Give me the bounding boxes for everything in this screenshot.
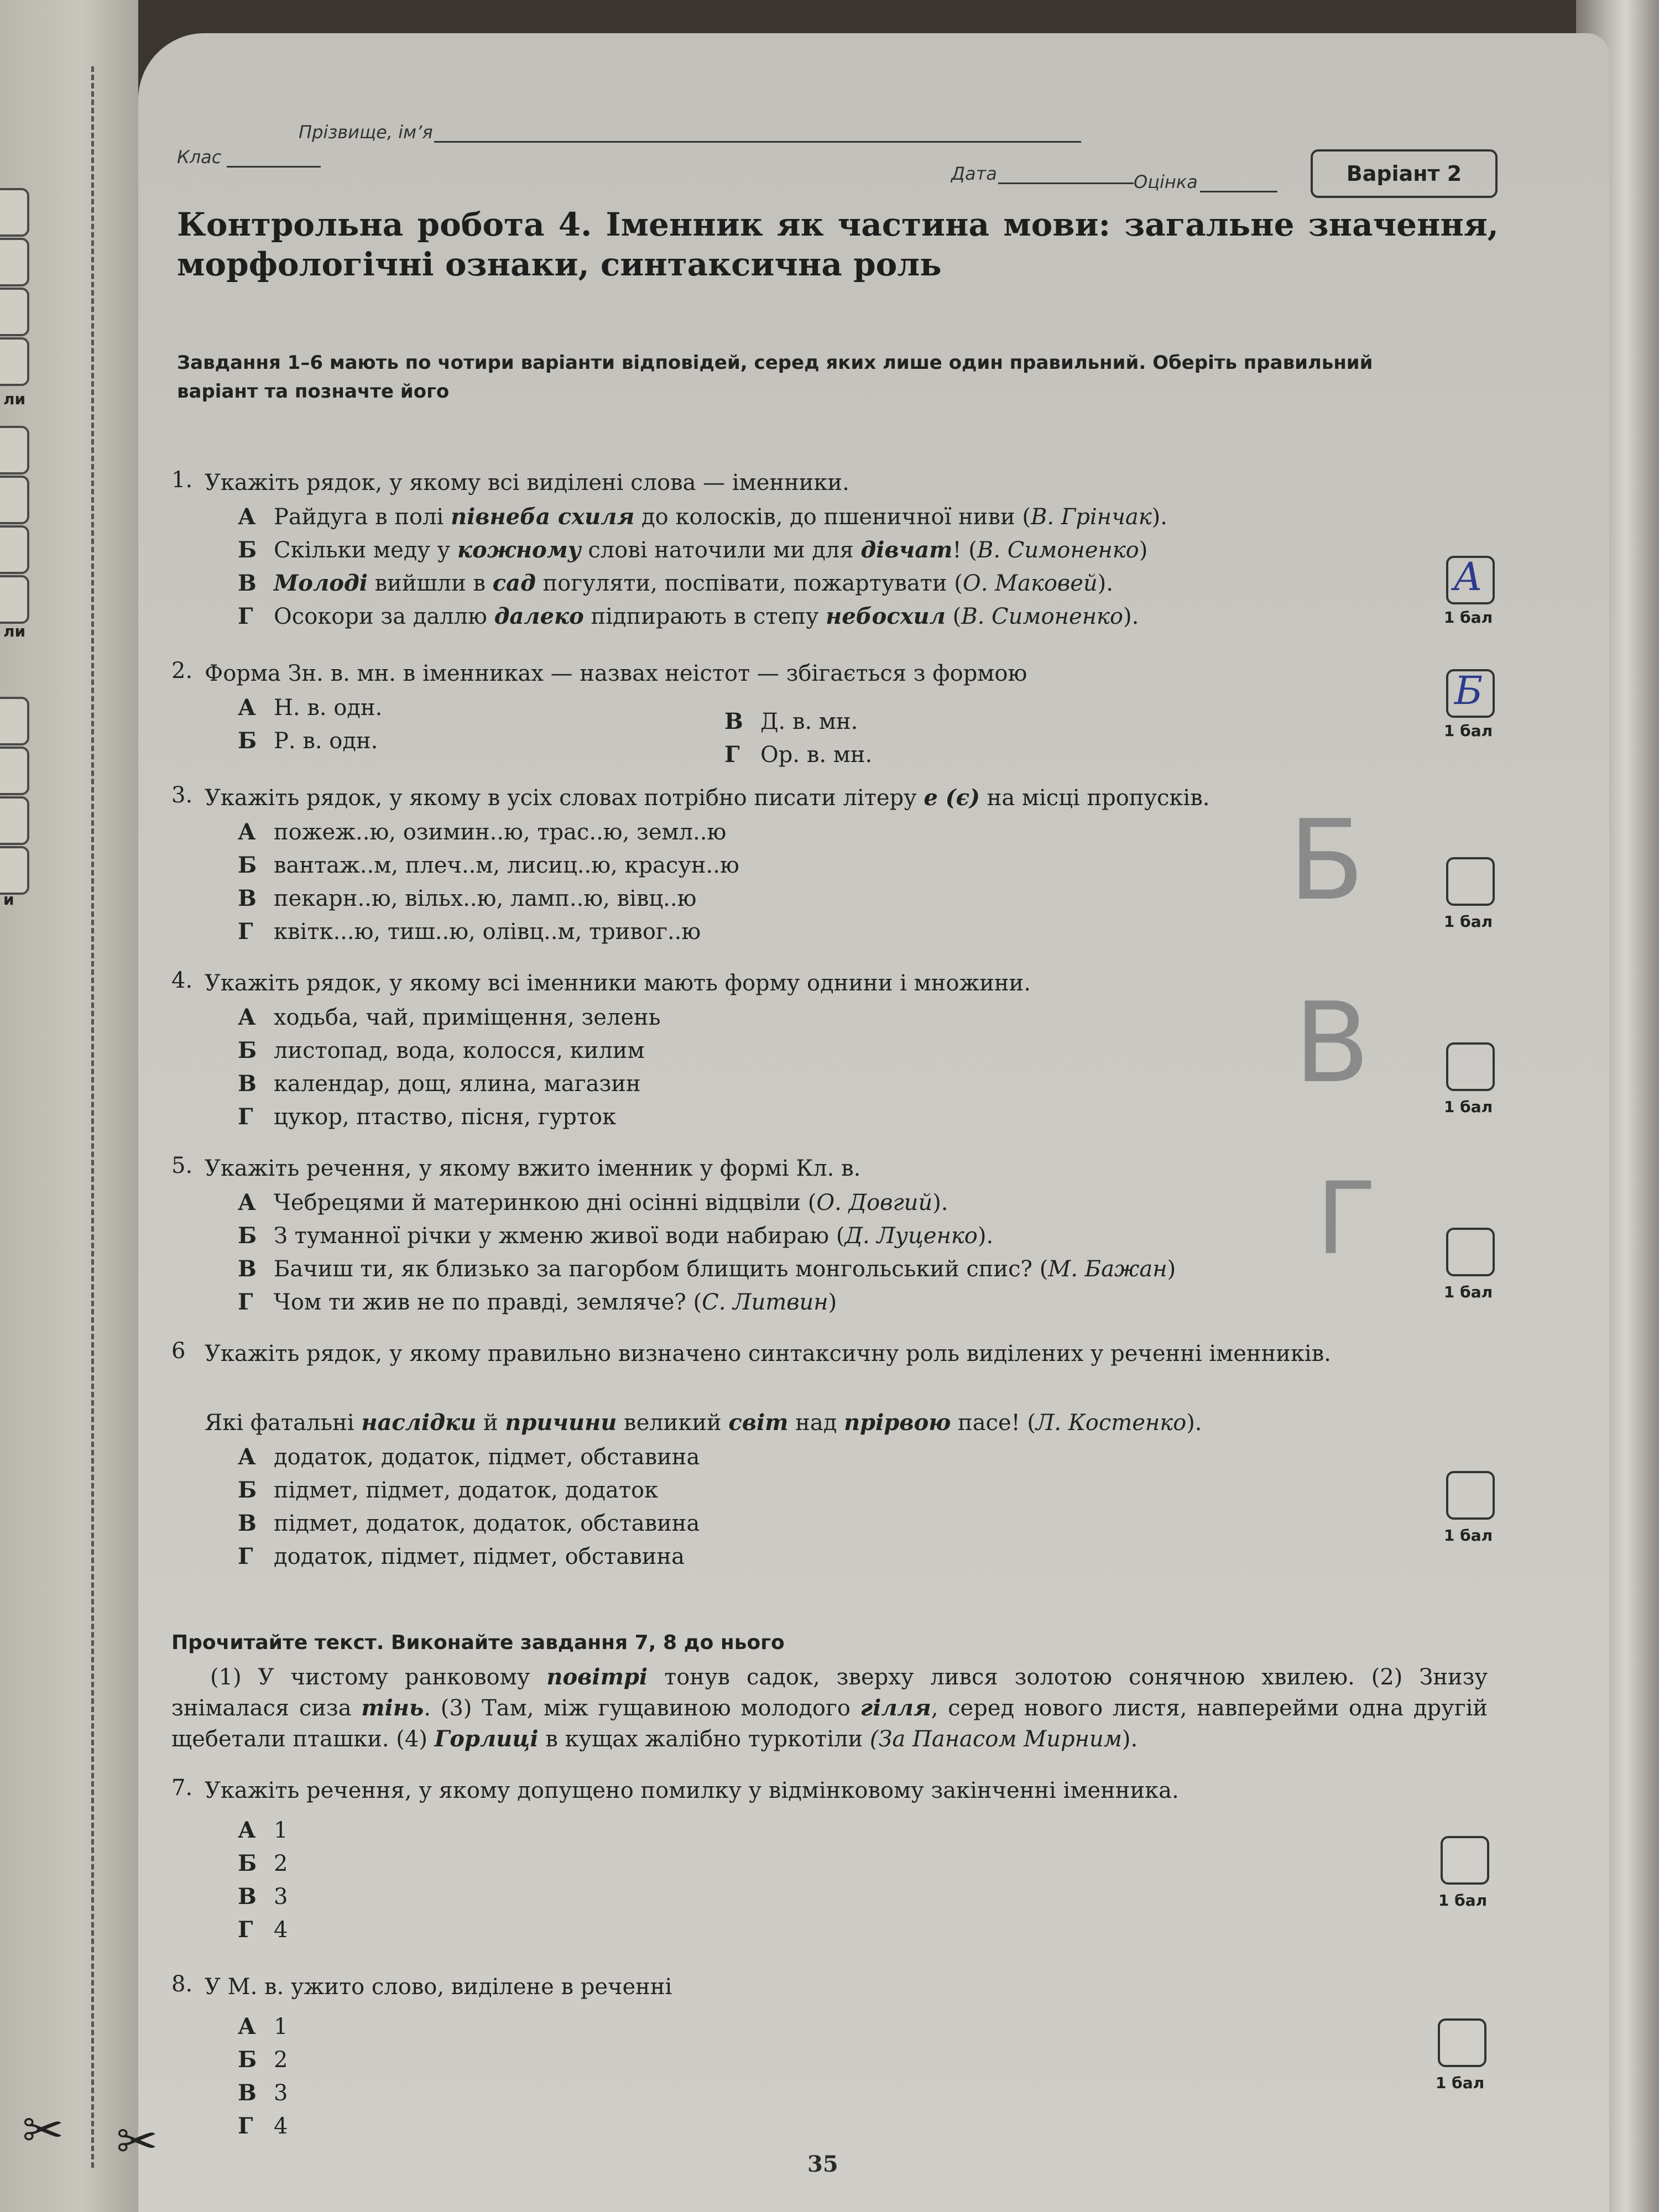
pencil-mark-5: Г <box>1316 1161 1377 1277</box>
grade-label: Оцінка <box>1134 171 1198 192</box>
page-number: 35 <box>807 2151 838 2177</box>
answer-box-6[interactable] <box>1446 1471 1495 1520</box>
option-c[interactable]: В 3 <box>238 1884 288 1910</box>
name-label: Прізвище, ім’я <box>299 122 433 143</box>
option-d[interactable]: Г Ор. в. мн. <box>724 742 873 768</box>
answer-tab <box>0 476 29 524</box>
option-b[interactable]: Б 2 <box>238 1850 288 1876</box>
option-b[interactable]: Б З туманної річки у жменю живої води набираю (Д. Луценко). <box>238 1223 994 1249</box>
handwritten-answer-1: А <box>1453 554 1483 599</box>
question-text: Укажіть речення, у якому допущено помилку у відмінковому закінченні іменника. <box>205 1778 1179 1803</box>
question-number: 4. <box>171 968 193 993</box>
answer-tab <box>0 846 29 895</box>
instructions: Завдання 1–6 мають по чотири варіанти відповідей, серед яких лише один правильний. Оберіть правильний варіант та позначте його <box>177 352 1373 403</box>
left-page-fragment: ли <box>3 622 26 640</box>
option-a[interactable]: А Райдуга в полі півнеба схиля до колосків, до пшеничної ниви (В. Грінчак). <box>238 504 1167 530</box>
question-number: 2. <box>171 658 193 684</box>
scissors-icon: ✂ <box>22 2101 64 2159</box>
answer-tab <box>0 747 29 795</box>
question-text: У М. в. ужито слово, виділене в реченні <box>205 1974 672 2000</box>
grade-field[interactable] <box>1200 191 1277 192</box>
question-number: 8. <box>171 1971 193 1997</box>
answer-box-5[interactable] <box>1446 1228 1495 1276</box>
option-c[interactable]: В календар, дощ, ялина, магазин <box>238 1071 641 1097</box>
score-label: 1 бал <box>1443 1283 1493 1301</box>
answer-box-4[interactable] <box>1446 1042 1495 1091</box>
option-b[interactable]: Б Р. в. одн. <box>238 728 378 754</box>
answer-tab <box>0 288 29 336</box>
options <box>238 1441 700 1573</box>
question-number: 5. <box>171 1153 193 1178</box>
option-c[interactable]: В 3 <box>238 2080 288 2106</box>
option-a[interactable]: А 1 <box>238 2013 288 2039</box>
answer-tab <box>0 525 29 574</box>
question-text: Форма Зн. в. мн. в іменниках — назвах неістот — збігається з формою <box>205 661 1027 686</box>
left-page-fragment: ли <box>3 390 26 408</box>
score-label: 1 бал <box>1435 2074 1485 2092</box>
options <box>238 500 1167 633</box>
scissors-icon: ✂ <box>116 2112 158 2171</box>
section-heading: Прочитайте текст. Виконайте завдання 7, 8 до нього <box>171 1631 785 1654</box>
option-b[interactable]: Б Скільки меду у кожному слові наточили ми для дівчат! (В. Симоненко) <box>238 537 1148 563</box>
option-d[interactable]: Г додаток, підмет, підмет, обставина <box>238 1543 685 1569</box>
options <box>238 1001 660 1134</box>
options <box>724 705 872 771</box>
question-number: 3. <box>171 782 193 808</box>
options <box>238 2010 288 2143</box>
score-label: 1 бал <box>1443 1526 1493 1545</box>
question-text: Укажіть рядок, у якому всі іменники мають форму однини і множини. <box>205 971 1031 996</box>
options <box>238 1814 288 1947</box>
option-d[interactable]: Г Осокори за даллю далеко підпирають в степу небосхил (В. Симоненко). <box>238 603 1139 629</box>
page-title <box>177 205 1499 284</box>
score-label: 1 бал <box>1438 1891 1488 1910</box>
question-text: Укажіть рядок, у якому всі виділені слова — іменники. <box>205 470 849 495</box>
left-page-fragment: и <box>3 890 14 909</box>
option-c[interactable]: В Молоді вийшли в сад погуляти, поспівати, пожартувати (О. Маковей). <box>238 570 1113 596</box>
worksheet-page <box>116 33 1609 2212</box>
option-c[interactable]: В пекарн..ю, вільх..ю, ламп..ю, вівц..ю <box>238 885 697 911</box>
score-label: 1 бал <box>1443 722 1493 740</box>
option-a[interactable]: А пожеж..ю, озимин..ю, трас..ю, земл..ю <box>238 819 727 845</box>
answer-tab <box>0 426 29 474</box>
pencil-mark-4: В <box>1294 979 1370 1108</box>
name-field[interactable] <box>434 141 1081 143</box>
question-text: Укажіть рядок, у якому в усіх словах потрібно писати літеру е (є) на місці пропусків. <box>205 785 1210 811</box>
answer-tab <box>0 238 29 286</box>
option-a[interactable]: А Чебрецями й материнкою дні осінні відцвіли (О. Довгий). <box>238 1190 948 1215</box>
date-label: Дата <box>951 163 997 184</box>
option-b[interactable]: Б вантаж..м, плеч..м, лисиц..ю, красун..ю <box>238 852 739 878</box>
option-c[interactable]: В підмет, додаток, додаток, обставина <box>238 1510 700 1536</box>
handwritten-answer-2: Б <box>1454 668 1483 713</box>
options <box>238 1186 1176 1319</box>
class-label: Клас <box>177 147 222 168</box>
option-c[interactable]: В Д. в. мн. <box>724 708 858 734</box>
question-text: Укажіть рядок, у якому правильно визначено синтаксичну роль виділених у реченні іменників. <box>205 1341 1331 1366</box>
answer-tab <box>0 188 29 237</box>
variant-badge: Варіант 2 <box>1311 149 1498 198</box>
question-number: 6 <box>171 1338 186 1364</box>
option-b[interactable]: Б 2 <box>238 2047 288 2073</box>
quoted-sentence: Які фатальні наслідки й причини великий світ над прірвою пасе! (Л. Костенко). <box>205 1410 1202 1436</box>
answer-box-7[interactable] <box>1441 1836 1489 1885</box>
options <box>238 691 382 758</box>
option-d[interactable]: Г 4 <box>238 1917 288 1943</box>
pencil-mark-3: Б <box>1288 796 1365 925</box>
answer-tab <box>0 575 29 624</box>
option-a[interactable]: А 1 <box>238 1817 288 1843</box>
score-label: 1 бал <box>1443 608 1493 627</box>
option-d[interactable]: Г квітк...ю, тиш..ю, олівц..м, тривог..ю <box>238 919 701 945</box>
option-a[interactable]: А додаток, додаток, підмет, обставина <box>238 1444 700 1470</box>
option-a[interactable]: А Н. в. одн. <box>238 695 383 721</box>
score-label: 1 бал <box>1443 912 1493 931</box>
option-d[interactable]: Г 4 <box>238 2113 288 2139</box>
option-d[interactable]: Г цукор, птаство, пісня, гурток <box>238 1104 617 1130</box>
answer-box-3[interactable] <box>1446 857 1495 906</box>
question-number: 7. <box>171 1775 193 1801</box>
title-part2: Іменник як частина мови: загальне значення, морфологічні ознаки, синтаксична роль <box>177 206 1499 283</box>
question-number: 1. <box>171 467 193 493</box>
class-field[interactable] <box>227 166 321 168</box>
option-a[interactable]: А ходьба, чай, приміщення, зелень <box>238 1004 661 1030</box>
score-label: 1 бал <box>1443 1098 1493 1116</box>
options <box>238 816 739 948</box>
left-page-edge <box>0 0 138 2212</box>
option-d[interactable]: Г Чом ти жив не по правді, земляче? (С. Литвин) <box>238 1289 837 1315</box>
option-b[interactable]: Б підмет, підмет, додаток, додаток <box>238 1477 659 1503</box>
option-c[interactable]: В Бачиш ти, як близько за пагорбом блищить монгольський спис? (М. Бажан) <box>238 1256 1176 1282</box>
title-part1: Контрольна робота 4. <box>177 206 592 243</box>
option-b[interactable]: Б листопад, вода, колосся, килим <box>238 1037 645 1063</box>
answer-tab <box>0 337 29 386</box>
answer-tab <box>0 796 29 845</box>
date-field[interactable] <box>998 182 1134 184</box>
answer-box-8[interactable] <box>1438 2018 1486 2067</box>
question-text: Укажіть речення, у якому вжито іменник у формі Кл. в. <box>205 1156 861 1181</box>
reading-text: (1) У чистому ранковому повітрі тонув садок, зверху лився золотою сонячною хвилею. (2) Знизу знімалася сиза тінь. (3) Там, між гущавиною молодого гілля, серед нового листя, навперейми одна другій щебетали пташки. (4) Горлиці в кущах жалібно туркотіли (За Панасом Мирним). <box>171 1664 1488 1752</box>
answer-tab <box>0 697 29 745</box>
cut-line <box>91 66 94 2168</box>
